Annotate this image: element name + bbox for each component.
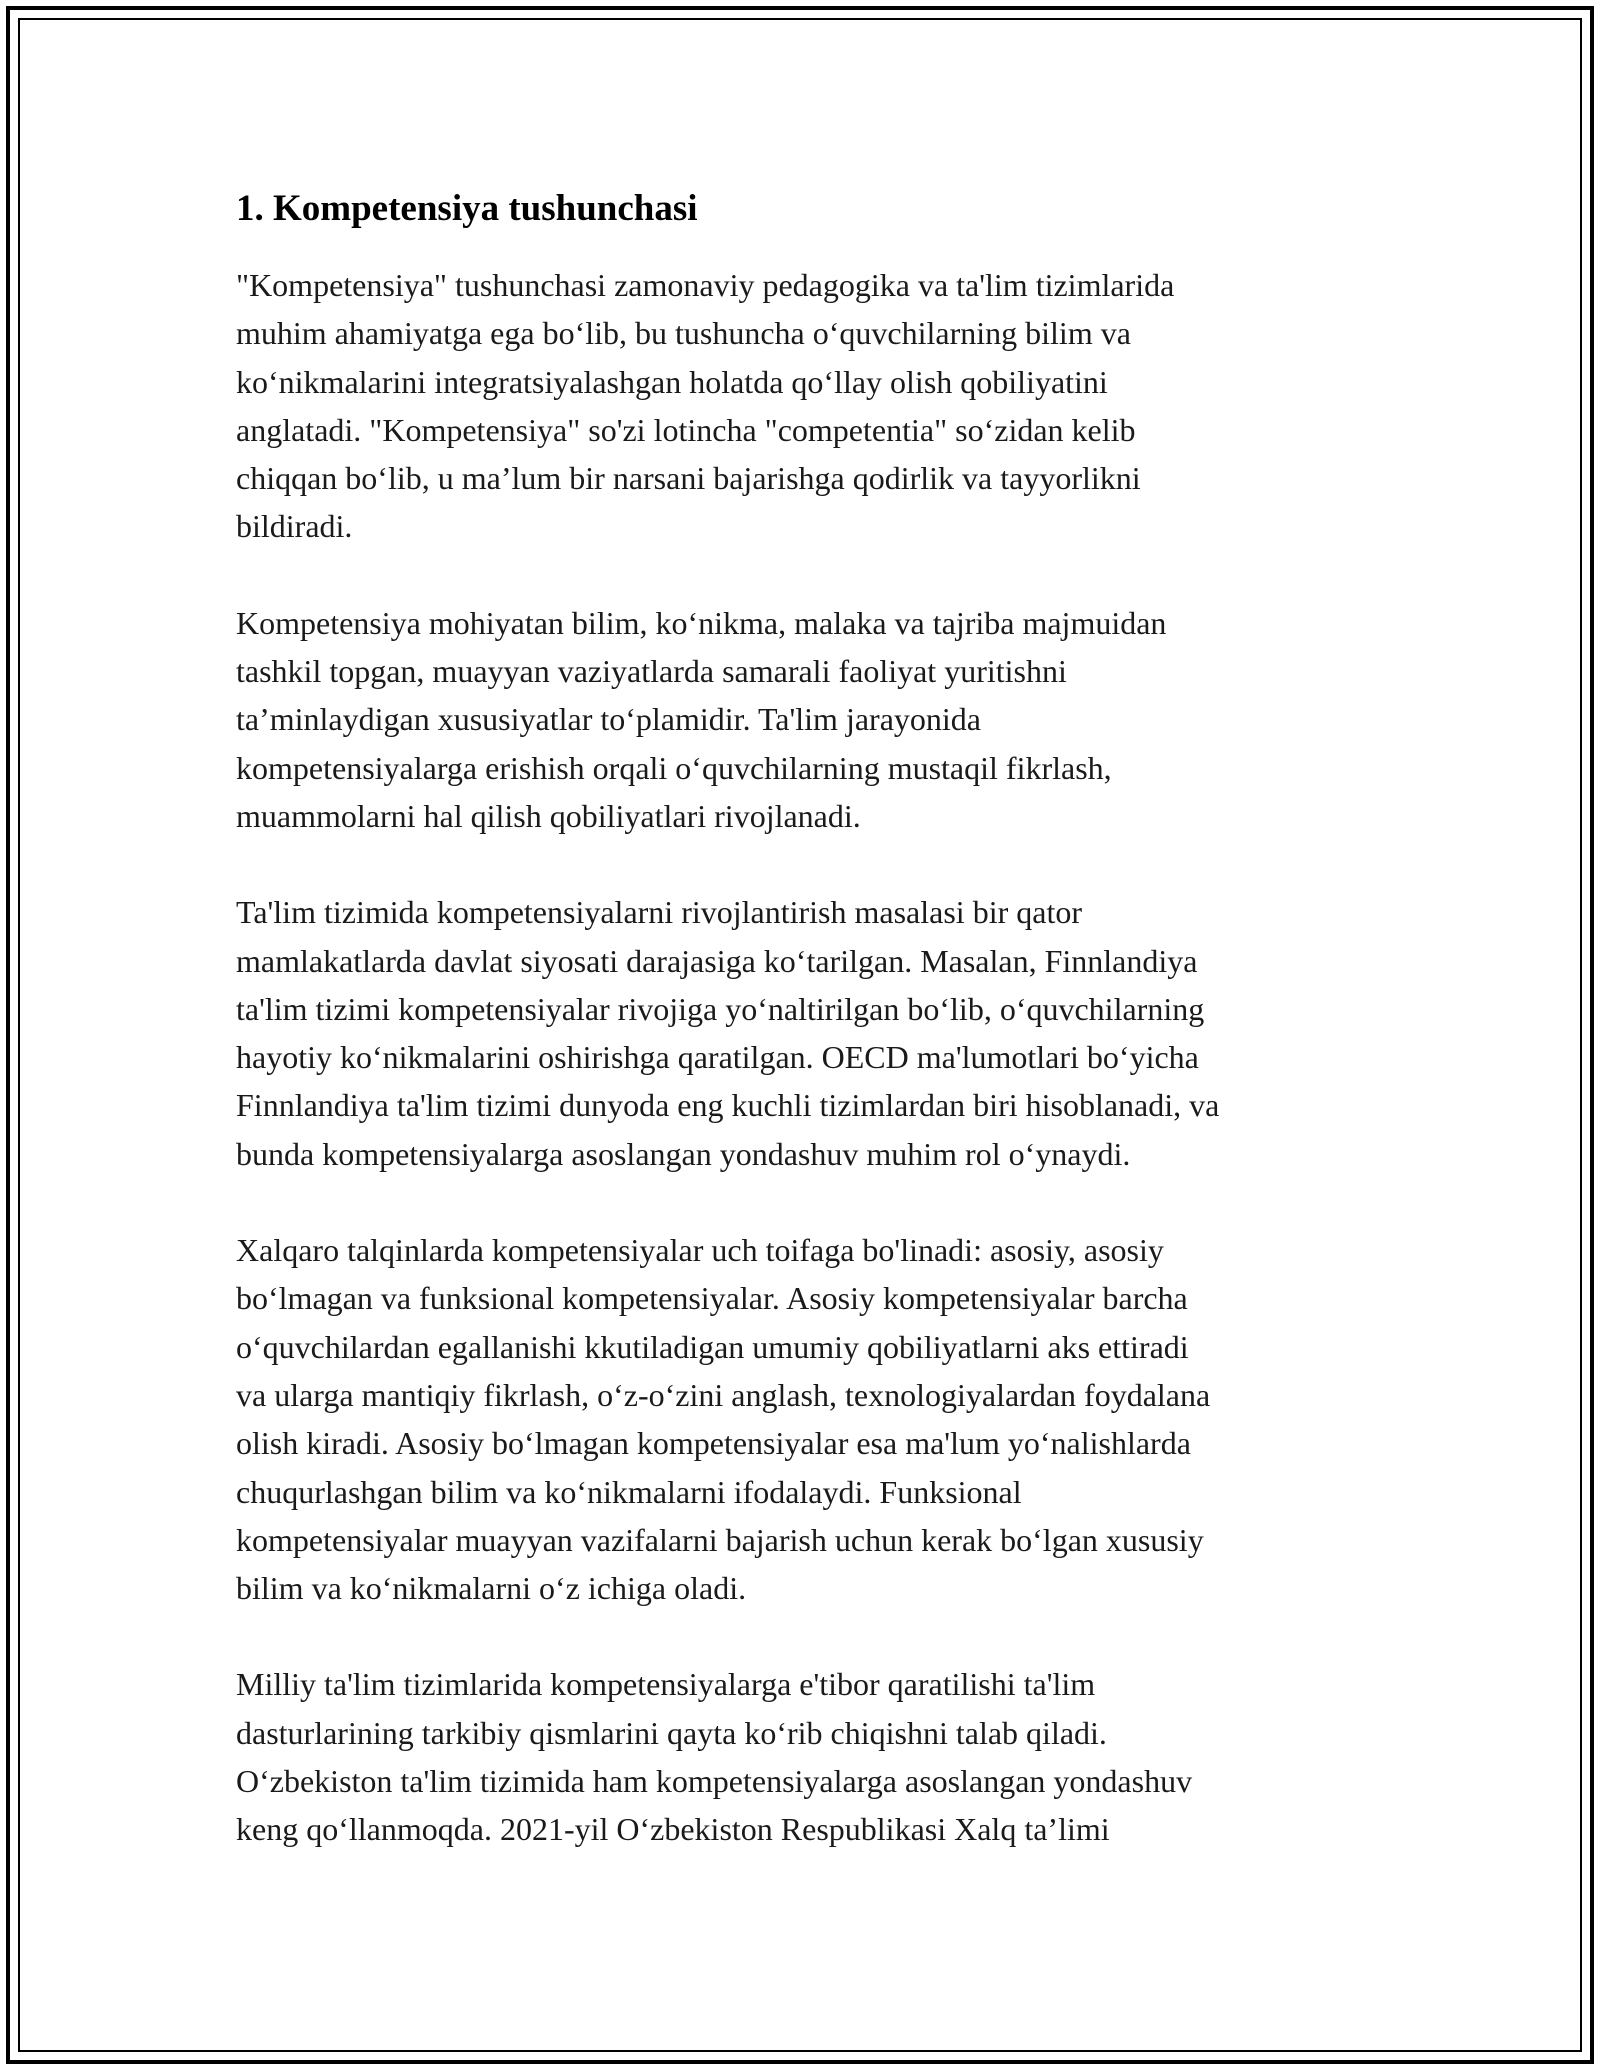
- paragraph-4: [236, 1226, 1386, 1612]
- text-line: "Kompetensiya" tushunchasi zamonaviy pedagogika va ta'lim tizimlarida: [236, 267, 1175, 303]
- text-line: keng qo‘llanmoqda. 2021-yil O‘zbekiston Respublikasi Xalq ta’limi: [236, 1811, 1110, 1848]
- text-line: bilim va ko‘nikmalarni o‘z ichiga oladi.: [236, 1570, 747, 1607]
- text-line: tashkil topgan, muayyan vaziyatlarda samarali faoliyat yuritishni: [236, 653, 1067, 690]
- text-line: muammolarni hal qilish qobiliyatlari rivojlanadi.: [236, 797, 861, 834]
- paragraph-2: [236, 599, 1386, 840]
- text-line: bo‘lmagan va funksional kompetensiyalar. Asosiy kompetensiyalar barcha: [236, 1280, 1188, 1317]
- text-line: muhim ahamiyatga ega bo‘lib, bu tushuncha o‘quvchilarning bilim va: [236, 315, 1131, 352]
- text-line: olish kiradi. Asosiy bo‘lmagan kompetensiyalar esa ma'lum yo‘nalishlarda: [236, 1425, 1191, 1462]
- text-line: va ularga mantiqiy fikrlash, o‘z-o‘zini anglash, texnologiyalardan foydalana: [236, 1376, 1211, 1413]
- text-line: kompetensiyalarga erishish orqali o‘quvchilarning mustaqil fikrlash,: [236, 749, 1112, 786]
- text-line: chuqurlashgan bilim va ko‘nikmalarni ifodalaydi. Funksional: [236, 1473, 1022, 1510]
- text-line: kompetensiyalar muayyan vazifalarni bajarish uchun kerak bo‘lgan xususiy: [236, 1521, 1204, 1558]
- text-line: Milliy ta'lim tizimlarida kompetensiyalarga e'tibor qaratilishi ta'lim: [236, 1666, 1096, 1703]
- paragraph-3: [236, 888, 1386, 1178]
- text-line: O‘zbekiston ta'lim tizimida ham kompetensiyalarga asoslangan yondashuv: [236, 1763, 1193, 1800]
- text-line: Kompetensiya mohiyatan bilim, ko‘nikma, malaka va tajriba majmuidan: [236, 604, 1167, 641]
- text-line: Finnlandiya ta'lim tizimi dunyoda eng kuchli tizimlardan biri hisoblanadi, va: [236, 1087, 1220, 1124]
- text-line: hayotiy ko‘nikmalarini oshirishga qaratilgan. OECD ma'lumotlari bo‘yicha: [236, 1039, 1199, 1076]
- text-line: Xalqaro talqinlarda kompetensiyalar uch toifaga bo'linadi: asosiy, asosiy: [236, 1232, 1164, 1269]
- paragraph-1: [236, 261, 1386, 551]
- section-heading: 1. Kompetensiya tushunchasi: [236, 188, 698, 229]
- text-line: Ta'lim tizimida kompetensiyalarni rivojlantirish masalasi bir qator: [236, 894, 1082, 931]
- text-line: ta'lim tizimi kompetensiyalar rivojiga yo‘naltirilgan bo‘lib, o‘quvchilarning: [236, 990, 1205, 1027]
- text-line: ta’minlaydigan xususiyatlar to‘plamidir. Ta'lim jarayonida: [236, 701, 981, 738]
- document-body: [236, 185, 1386, 1902]
- text-line: bildiradi.: [236, 508, 353, 545]
- text-line: ko‘nikmalarini integratsiyalashgan holatda qo‘llay olish qobiliyatini: [236, 363, 1108, 400]
- text-line: dasturlarining tarkibiy qismlarini qayta ko‘rib chiqishni talab qiladi.: [236, 1714, 1107, 1751]
- text-line: mamlakatlarda davlat siyosati darajasiga ko‘tarilgan. Masalan, Finnlandiya: [236, 942, 1198, 979]
- text-line: bunda kompetensiyalarga asoslangan yondashuv muhim rol o‘ynaydi.: [236, 1135, 1131, 1172]
- text-line: anglatadi. "Kompetensiya" so'zi lotincha "competentia" so‘zidan kelib: [236, 411, 1136, 448]
- text-line: o‘quvchilardan egallanishi kkutiladigan umumiy qobiliyatlarni aks ettiradi: [236, 1328, 1189, 1365]
- text-line: chiqqan bo‘lib, u ma’lum bir narsani bajarishga qodirlik va tayyorlikni: [236, 460, 1141, 497]
- paragraph-5: [236, 1660, 1386, 1853]
